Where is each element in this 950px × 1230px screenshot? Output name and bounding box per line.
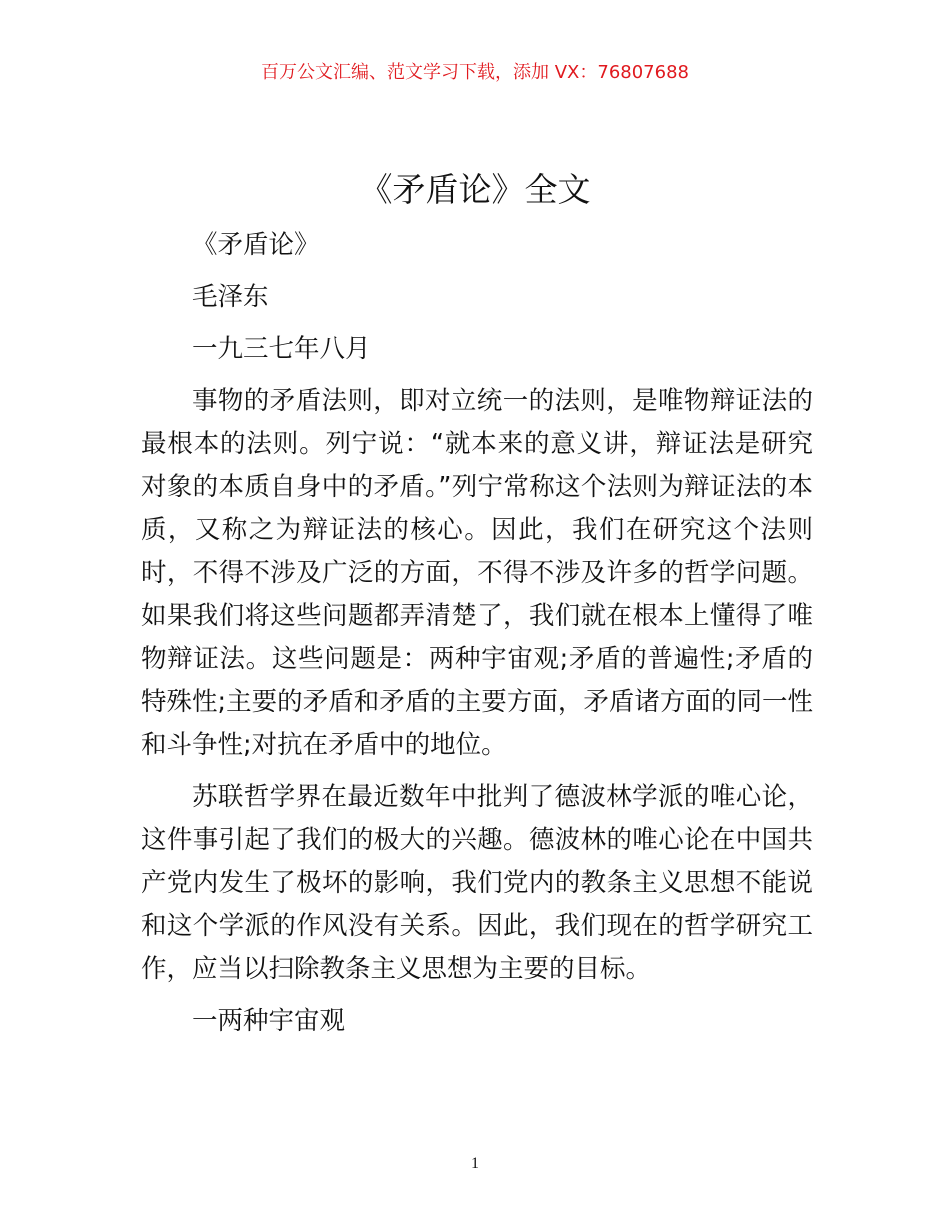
document-body	[141, 224, 813, 1052]
book-title-line: 《矛盾论》	[192, 230, 320, 260]
page-number: 1	[471, 1155, 479, 1172]
watermark-header: 百万公文汇编、范文学习下载，添加 VX：76807688	[261, 62, 689, 83]
paragraph: 事物的矛盾法则，即对立统一的法则，是唯物辩证法的最根本的法则。列宁说：“就本来的意义讲，辩证法是研究对象的本质自身中的矛盾。”列宁常称这个法则为辩证法的本质，又称之为辩证法的核心。因此，我们在研究这个法则时，不得不涉及广泛的方面，不得不涉及许多的哲学问题。如果我们将这些问题都弄清楚了，我们就在根本上懂得了唯物辩证法。这些问题是：两种宇宙观;矛盾的普遍性;矛盾的特殊性;主要的矛盾和矛盾的主要方面，矛盾诸方面的同一性和斗争性;对抗在矛盾中的地位。	[141, 386, 813, 760]
paragraph: 苏联哲学界在最近数年中批判了德波林学派的唯心论，这件事引起了我们的极大的兴趣。德波林的唯心论在中国共产党内发生了极坏的影响，我们党内的教条主义思想不能说和这个学派的作风没有关系。因此，我们现在的哲学研究工作，应当以扫除教条主义思想为主要的目标。	[141, 782, 813, 984]
author-line: 毛泽东	[192, 282, 269, 312]
section-heading: 一两种宇宙观	[192, 1006, 346, 1036]
date-line: 一九三七年八月	[192, 334, 371, 364]
document-title: 《矛盾论》全文	[359, 170, 591, 209]
